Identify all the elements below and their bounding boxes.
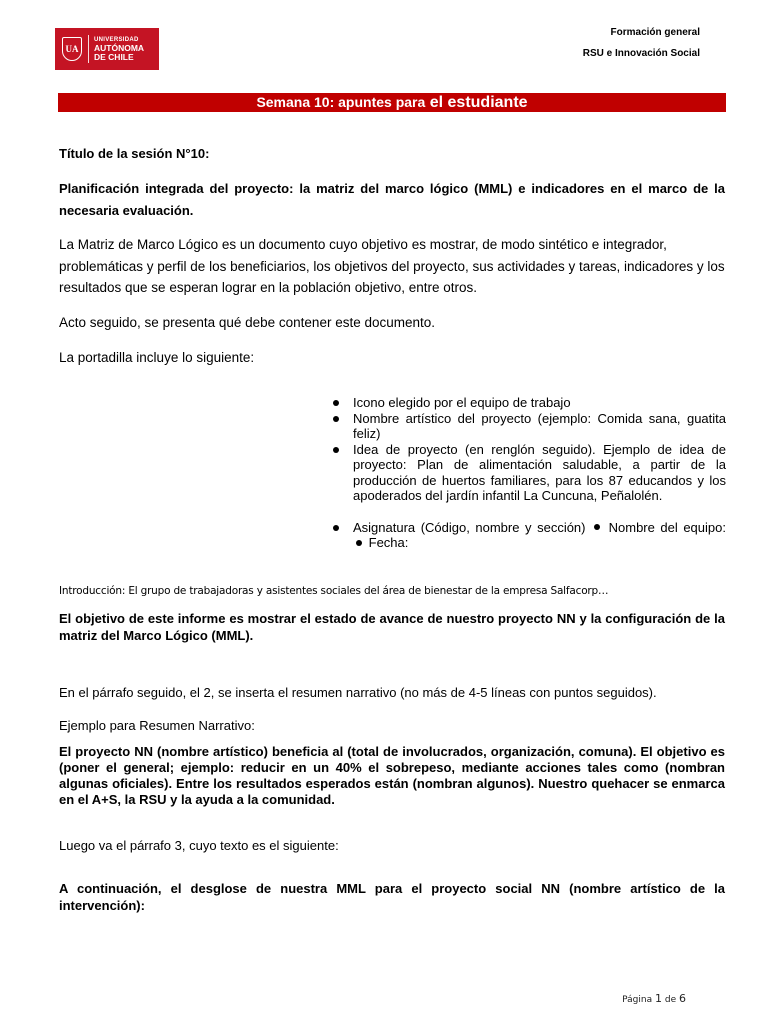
portadilla-paragraph: La portadilla incluye lo siguiente: xyxy=(59,350,255,365)
bullet-icon xyxy=(333,447,339,453)
shield-icon xyxy=(62,37,82,61)
bullet-icon xyxy=(333,416,339,422)
banner-part-2: el estudiante xyxy=(425,94,528,111)
list-item xyxy=(333,411,726,442)
university-logo xyxy=(55,28,159,70)
list-item-text: Nombre del equipo: xyxy=(608,519,726,535)
acto-paragraph: Acto seguido, se presenta qué debe contener este documento. xyxy=(59,315,436,330)
list-item-text: Idea de proyecto (en renglón seguido). Ejemplo de idea de proyecto: Plan de alimentación saludable, a partir de la producción de huertos familiares, para los 87 educandos y los apoderados del jardín infantil La Cuncuna, Peñalolén. xyxy=(353,441,726,503)
bullet-icon xyxy=(594,524,600,530)
objetivo-paragraph: El objetivo de este informe es mostrar el estado de avance de nuestro proyecto NN y la configuración de la matriz del Marco Lógico (MML). xyxy=(59,611,725,643)
bullet-icon xyxy=(356,540,362,546)
week-banner xyxy=(58,93,726,112)
logo-line-2: AUTÓNOMA xyxy=(94,42,145,53)
ejemplo-label: Ejemplo para Resumen Narrativo: xyxy=(59,718,255,733)
total-pages: 6 xyxy=(679,992,686,1005)
intro-paragraph: La Matriz de Marco Lógico es un documento cuyo objetivo es mostrar, de modo sintético e integrador, problemáticas y perfil de los beneficiarios, los objetivos del proyecto, sus actividades y tareas, indicadores y los resultados que se esperan lograr en la población objetivo, entre otros. xyxy=(59,237,725,295)
continuacion-paragraph: A continuación, el desglose de nuestra MML para el proyecto social NN (nombre artístico de la intervención): xyxy=(59,881,725,913)
introduccion-line: Introducción: El grupo de trabajadoras y asistentes sociales del área de bienestar de la empresa Salfacorp… xyxy=(59,585,609,597)
list-item-text: Icono elegido por el equipo de trabajo xyxy=(353,395,571,410)
shield-text: UA xyxy=(65,44,79,54)
list-item-text: Asignatura (Código, nombre y sección) xyxy=(353,519,586,535)
logo-divider xyxy=(88,35,89,63)
logo-line-1: UNIVERSIDAD xyxy=(94,36,139,43)
logo-text xyxy=(94,37,144,62)
list-item-text: Fecha: xyxy=(368,535,409,550)
parrafo2-paragraph: En el párrafo seguido, el 2, se inserta el resumen narrativo (no más de 4-5 líneas con puntos seguidos). xyxy=(59,685,657,700)
bullet-icon xyxy=(333,400,339,406)
banner-part-1: Semana 10: apuntes para xyxy=(256,94,426,110)
logo-line-3: DE CHILE xyxy=(94,52,134,62)
session-title: Título de la sesión N°10: xyxy=(59,146,210,161)
page-number xyxy=(622,992,686,1005)
proyecto-nn-paragraph: El proyecto NN (nombre artístico) beneficia al (total de involucrados, organización, comuna). El objetivo es (poner el general; ejemplo: reducir en un 40% el sobrepeso, mediante acciones tales como (nombran algunas oficiales). Entre los resultados esperados están (nombran algunos). Nuestro quehacer se enmarca en el A+S, la RSU y la ayuda a la comunidad. xyxy=(59,744,725,807)
page-of: de xyxy=(664,995,677,1005)
header-course: Formación general xyxy=(610,27,700,38)
page-label: Página xyxy=(622,995,653,1005)
planning-heading: Planificación integrada del proyecto: la matriz del marco lógico (MML) e indicadores en el marco de la necesaria evaluación. xyxy=(59,181,725,218)
luego-paragraph: Luego va el párrafo 3, cuyo texto es el siguiente: xyxy=(59,838,339,853)
list-item xyxy=(333,520,726,551)
list-item xyxy=(333,442,726,504)
bullet-icon xyxy=(333,525,339,531)
list-item xyxy=(333,395,726,411)
portadilla-list xyxy=(333,395,726,551)
list-item-text: Nombre artístico del proyecto (ejemplo: Comida sana, guatita feliz) xyxy=(353,410,726,441)
current-page: 1 xyxy=(655,992,662,1005)
header-subject: RSU e Innovación Social xyxy=(582,48,700,59)
